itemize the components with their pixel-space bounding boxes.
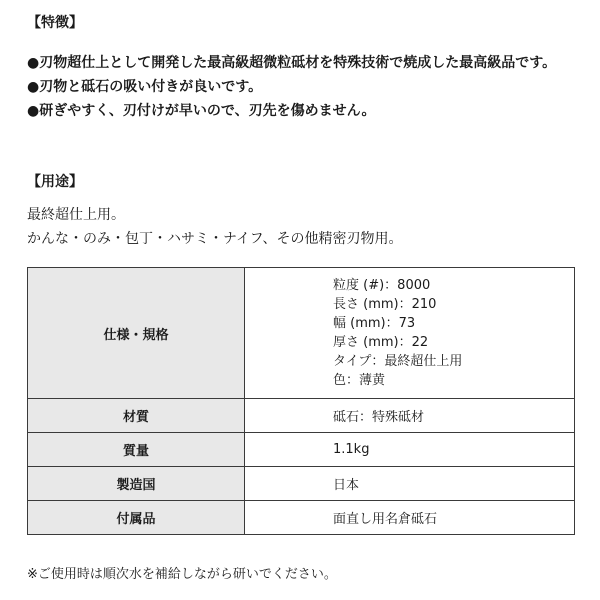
- spec-value-line: 色：薄黄: [333, 373, 386, 388]
- spec-value: 砥石：特殊砥材: [245, 399, 575, 433]
- spec-value-line: 厚さ (mm)：22: [333, 335, 429, 350]
- spec-label: 材質: [28, 399, 245, 433]
- usage-line: かんな・のみ・包丁・ハサミ・ナイフ、その他精密刃物用。: [27, 231, 403, 247]
- spec-value: 1.1kg: [245, 433, 575, 467]
- usage-note: ※ご使用時は順次水を補給しながら研いでください。: [27, 567, 337, 582]
- spec-table: [27, 267, 575, 535]
- spec-label: 質量: [28, 433, 245, 467]
- spec-value: 面直し用名倉砥石: [245, 501, 575, 535]
- features-heading: 【特徴】: [27, 15, 83, 31]
- feature-item: ●研ぎやすく、刃付けが早いので、刃先を傷めません。: [27, 103, 376, 119]
- usage-line: 最終超仕上用。: [27, 207, 125, 223]
- spec-value-line: 粒度 (#)：8000: [333, 278, 431, 293]
- feature-item: ●刃物と砥石の吸い付きが良いです。: [27, 79, 263, 95]
- table-row: [28, 501, 575, 535]
- spec-label: 付属品: [28, 501, 245, 535]
- table-row: [28, 467, 575, 501]
- spec-label: 製造国: [28, 467, 245, 501]
- spec-value: [245, 268, 575, 399]
- spec-value-line: 幅 (mm)：73: [333, 316, 416, 331]
- spec-label: 仕様・規格: [28, 268, 245, 399]
- table-row: [28, 433, 575, 467]
- spec-value: 日本: [245, 467, 575, 501]
- table-row: [28, 268, 575, 399]
- spec-value-line: 長さ (mm)：210: [333, 297, 437, 312]
- usage-heading: 【用途】: [27, 174, 83, 190]
- usage-section: [27, 171, 587, 251]
- spec-value-line: タイプ：最終超仕上用: [333, 354, 463, 369]
- features-section: [27, 12, 587, 123]
- feature-item: ●刃物超仕上として開発した最高級超微粒砥材を特殊技術で焼成した最高級品です。: [27, 55, 557, 71]
- table-row: [28, 399, 575, 433]
